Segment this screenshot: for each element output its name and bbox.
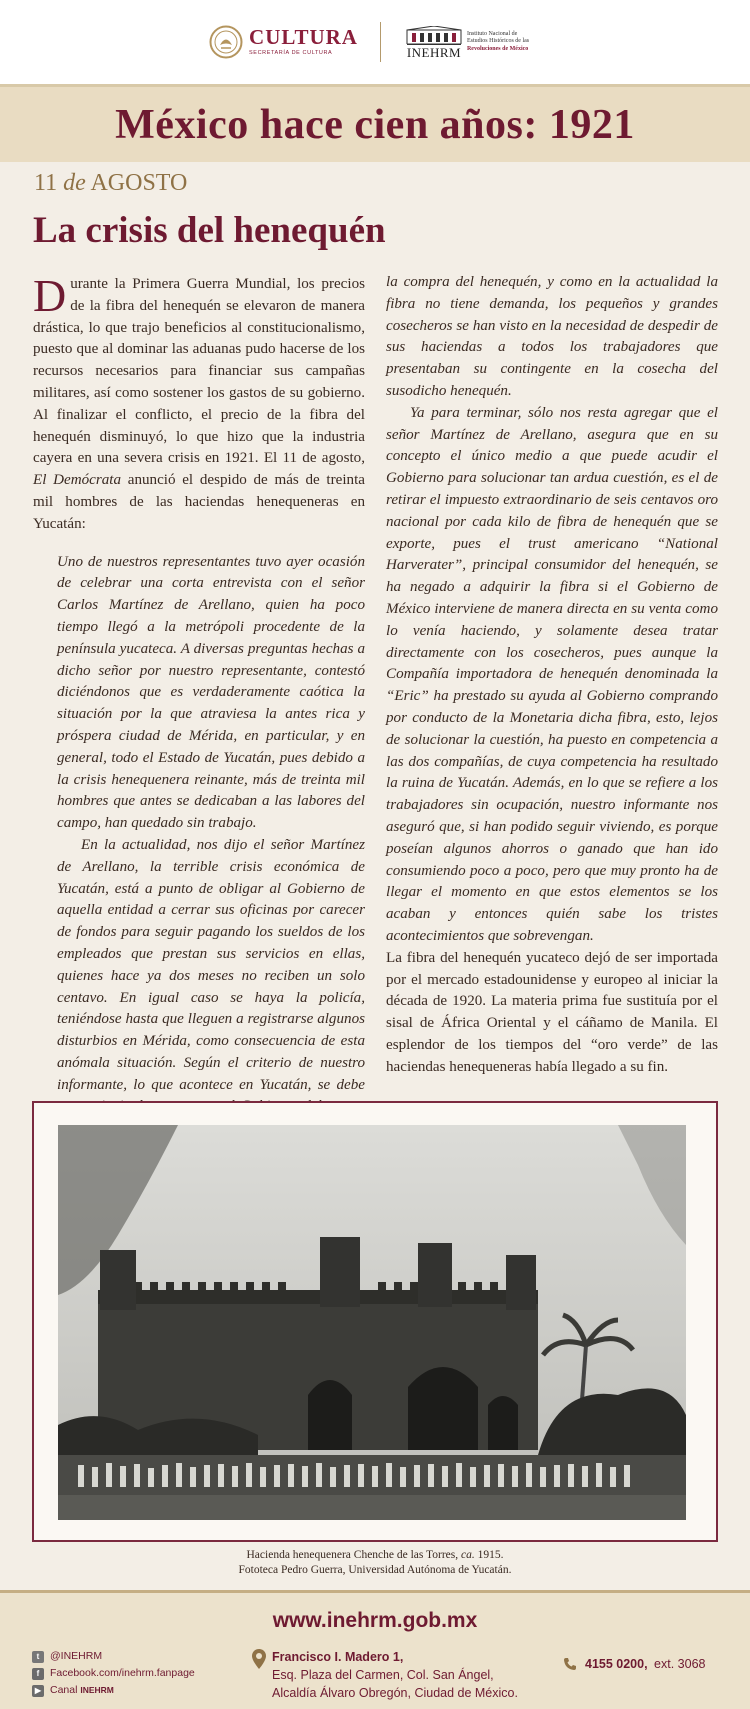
title-band [0, 84, 750, 162]
facebook-icon: f [32, 1668, 44, 1680]
block-quote [33, 552, 365, 1162]
website-link[interactable]: www.inehrm.gob.mx [272, 1609, 478, 1632]
photo-caption: Hacienda henequenera Chenche de las Torres, ca. 1915. Fototeca Pedro Guerra, Universidad Autónoma de Yucatán. [238, 1549, 512, 1576]
phone-icon [563, 1657, 577, 1671]
inehrm-name: INEHRM [406, 44, 462, 60]
intro-paragraph: Durante la Primera Guerra Mundial, los precios de la fibra del henequén se elevaron de manera drástica, lo que trajo beneficios al constitucionalismo, puesto que al dominar las aduanas pudo hacerse de los recursos necesarios para financiar sus campañas militares, así como sostener los gastos de su gobierno. Al finalizar el conflicto, el precio de la fibra del henequén disminuyó, lo que hizo que la industria cayera en una severa crisis en 1921. El 11 de agosto, El Demócrata anunció el despido de más de treinta mil hombres de las haciendas henequeneras en Yucatán: [33, 270, 365, 532]
cultura-logo[interactable] [209, 25, 358, 59]
twitter-link[interactable]: t @INEHRM [32, 1648, 195, 1665]
block-quote-continued [386, 272, 718, 948]
twitter-icon: t [32, 1651, 44, 1663]
cultura-subtitle: SECRETARÍA DE CULTURA [249, 50, 333, 57]
inehrm-logo[interactable] [405, 26, 541, 59]
youtube-icon: ▶ [32, 1685, 44, 1697]
left-column [33, 270, 365, 1162]
newspaper-name: El Demócrata [33, 472, 122, 489]
youtube-link[interactable]: ▶ Canal INEHRM [32, 1682, 195, 1699]
quote-paragraph: Uno de nuestros representantes tuvo ayer ocasión de celebrar una corta entrevista con el señor Carlos Martínez de Arellano, quien ha poco tiempo llegó a la metrópoli procedente de la península yucateca. A diversas preguntas hechas a dicho señor por nuestro representante, contestó diciéndonos que es verdaderamente caótica la situación por la que atraviesa la antes rica y próspera ciudad de Mérida, en particular, y en general, todo el Estado de Yucatán, pues debido a la crisis henequenera reinante, más de treinta mil hombres que antes se dedicaban a las labores del campo, han quedado sin trabajo. [57, 553, 365, 832]
page-footer [0, 1590, 750, 1709]
page-title: México hace cien años: 1921 [115, 101, 635, 148]
drop-cap: D [33, 270, 67, 321]
hacienda-photo[interactable] [58, 1125, 686, 1520]
closing-paragraph: La fibra del henequén yucateco dejó de ser importada por el mercado estadounidense y europeo al iniciar la década de 1920. La materia prima fue sustituía por el sisal de África Oriental y el cáñamo de Manila. El esplendor de los tiempos del “oro verde” de las haciendas henequeneras había llegado a su fin. [386, 949, 718, 1075]
mexican-seal-icon [209, 25, 243, 59]
article-date: 11 de AGOSTO [34, 170, 188, 196]
inehrm-description: Instituto Nacional de Estudios Históricos de las Revoluciones de México [466, 31, 530, 52]
article-title: La crisis del henequén [33, 210, 386, 251]
photo-frame [32, 1101, 718, 1542]
right-column [386, 272, 718, 1078]
building-icon [405, 26, 463, 44]
logo-divider [380, 22, 381, 62]
phone-contact[interactable]: 4155 0200, ext. 3068 [563, 1657, 705, 1671]
quote-paragraph: En la actualidad, nos dijo el señor Martínez de Arellano, la terrible crisis económica de Yucatán, está a punto de obligar al Gobierno de aquella entidad a cerrar sus oficinas por carecer de fondos para seguir pagando los sueldos de los empleados que prestan sus servicios en ellas, quienes hace ya dos meses no reciben un solo centavo. En igual caso se haya la policía, teniéndose hasta que lleguen a registrarse algunos disturbios en Mérida, como consecuencia de esta anómala situación. Según el criterio de nuestro informante, lo que acontece en Yucatán, se debe [57, 836, 365, 1093]
cultura-name: CULTURA [249, 25, 358, 50]
quote-paragraph: la compra del henequén, y como en la actualidad la fibra no tiene demanda, los pequeños y grandes cosecheros se han visto en la necesidad de despedir de sus haciendas a todos los trabajadores que presentaban su contingente en la cosecha del susodicho henequén. [386, 274, 718, 399]
social-links [32, 1648, 195, 1699]
hacienda-photo-drawing [58, 1125, 686, 1520]
page-header [0, 0, 750, 84]
address: Francisco I. Madero 1, Esq. Plaza del Carmen, Col. San Ángel, Alcaldía Álvaro Obregón, Ciudad de México. [254, 1648, 518, 1702]
location-pin-icon [252, 1649, 266, 1669]
quote-paragraph: Ya para terminar, sólo nos resta agregar que el señor Martínez de Arellano, asegura que en su concepto el único medio a que puede acudir el Gobierno para solucionar tan ardua cuestión, es el de retirar el impuesto extraordinario de seis centavos oro nacional por cada kilo de fibra de henequén que se exporte, pues el trust americano “National Harverater”, principal consumidor del henequén, se ha negado a adquirir la fibra si el Gobierno de México interviene de manera directa en su venta como lo venía haciendo, y solamente desea tratar directamente con los cosecheros, pues aunque la Compañía importadora de henequén denominada la “Eric” ha prestado su ayuda al Gobierno comprando por conducto de la Monetaria dicha fibra, esto, lejos de solucionar la cuestión, ha puesto en competencia a las dos compañías, de cuya competencia ha resultado la ruina de Yucatán. Además, en lo que se refiere a los trabajadores sin ocupación, nuestro informante nos aseguró que, si han podido seguir viviendo, es porque poseían algunos ahorros o ganado que han ido consumiendo poco a poco, pero que muy pronto ha de llegar el momento en que estos elementos se los acaban y entonces quién sabe los tristes acontecimientos que sobrevengan. [386, 404, 718, 944]
facebook-link[interactable]: f Facebook.com/inehrm.fanpage [32, 1665, 195, 1682]
